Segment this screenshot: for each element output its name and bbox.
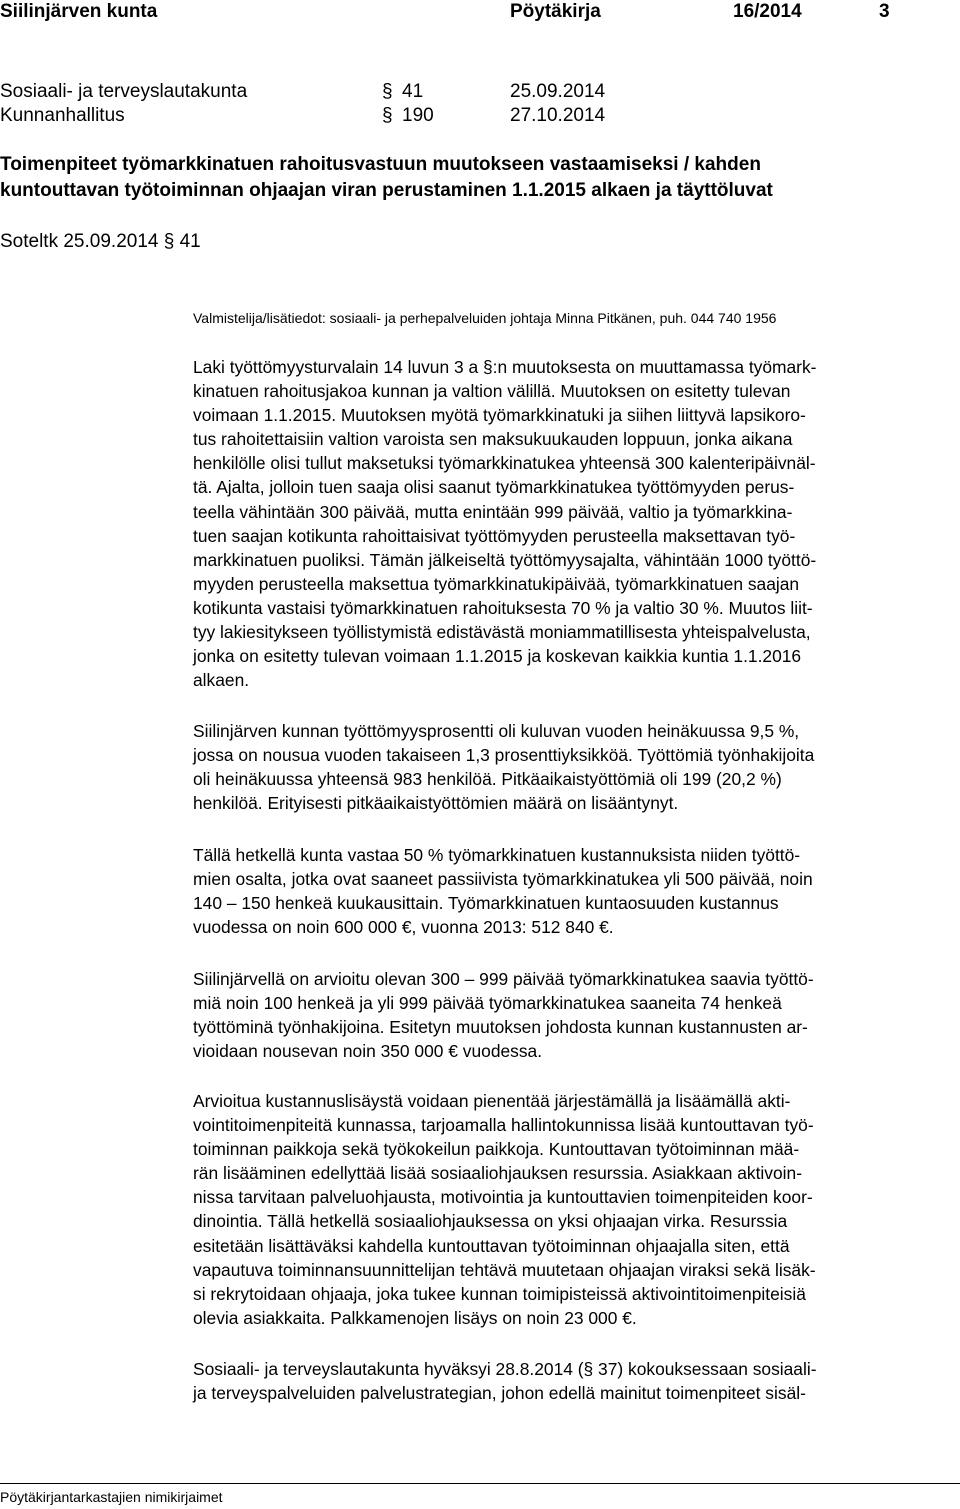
paragraph-line: olevia asiakkaita. Palkkamenojen lisäys on noin 23 000 €. [193,1307,637,1328]
body-paragraph [193,843,960,939]
paragraph-line: Tällä hetkellä kunta vastaa 50 % työmarkkinatuen kustannuksista niiden työttö- [193,845,801,865]
meta-date: 27.10.2014 [510,105,606,126]
reference-section: 41 [179,231,201,252]
paragraph-line: teella vähintään 300 päivää, mutta enintään 999 päivää, valtio ja työmarkkina- [193,501,793,522]
paragraph-line: mien osalta, jotka ovat saaneet passiivista työmarkkinatukea yli 500 päivää, noin [193,869,813,890]
paragraph-line: esitetään lisättäväksi kahdella kuntouttavan työtoiminnan ohjaajalla siten, että [193,1235,790,1256]
paragraph-line: rän lisääminen edellyttää lisää sosiaaliohjauksen resurssia. Asiakkaan aktivoin- [193,1163,802,1184]
paragraph-line: kotikunta vastaisi työmarkkinatuen rahoituksesta 70 % ja valtio 30 %. Muutos liit- [193,597,813,618]
paragraph-line: vointitoimenpiteitä kunnassa, tarjoamalla hallintokunnissa lisää kuntouttavan työ- [193,1115,814,1136]
meta-date: 25.09.2014 [510,81,606,102]
preparer-info: Valmistelija/lisätiedot: sosiaali- ja perhepalveluiden johtaja Minna Pitkänen, puh. 044 740 1956 [193,310,777,326]
body-paragraph [193,1089,960,1330]
paragraph-line: Siilinjärven kunnan työttömyysprosentti oli kuluvan vuoden heinäkuussa 9,5 %, [193,721,800,741]
paragraph-line: nissa tarvitaan palveluohjausta, motivointia ja kuntouttavien toimenpiteiden koor- [193,1187,813,1208]
body-paragraph [193,967,960,1063]
paragraph-line: tä. Ajalta, jolloin tuen saaja olisi saanut työmarkkinatukea työttömyyden perus- [193,477,795,498]
meta-body: Sosiaali- ja terveyslautakunta [0,81,248,102]
paragraph-line: vioidaan nousevan noin 350 000 € vuodessa. [193,1041,543,1062]
paragraph-line: jonka on esitetty tulevan voimaan 1.1.2015 ja koskevan kaikkia kuntia 1.1.2016 [193,646,802,667]
paragraph-line: voimaan 1.1.2015. Muutoksen myötä työmarkkinatuki ja siihen liittyvä lapsikoro- [193,405,806,426]
paragraph-line: alkaen. [193,670,250,691]
paragraph-line: ja terveyspalveluiden palvelustrategian, johon edellä mainitut toimenpiteet sisäl- [193,1383,806,1404]
meta-section: 41 [402,81,424,102]
paragraph-line: henkilölle olisi tullut maksetuksi työmarkkinatukea yhteensä 300 kalenteripäivnäl- [193,453,816,474]
paragraph-line: tyy lakiesitykseen työllistymistä edistävästä moniammatillisesta yhteispalvelusta, [193,622,811,643]
paragraph-line: toiminnan paikkoja sekä työkokeilun paikkoja. Kuntouttavan työtoiminnan mää- [193,1139,800,1160]
paragraph-line: Laki työttömyysturvalain 14 luvun 3 a §:n muutoksesta on muuttamassa työmark- [193,357,817,377]
paragraph-line: vuodessa on noin 600 000 €, vuonna 2013: 512 840 €. [193,917,614,938]
paragraph-line: myyden perusteella maksettua työmarkkinatukipäivää, työmarkkinatuen saajan [193,573,800,594]
paragraph-line: oli heinäkuussa yhteensä 983 henkilöä. Pitkäaikaistyöttömiä oli 199 (20,2 %) [193,769,782,790]
protocol-number: 16/2014 [733,1,802,22]
paragraph-line: henkilöä. Erityisesti pitkäaikaistyöttömien määrä on lisääntynyt. [193,793,679,814]
paragraph-line: miä noin 100 henkeä ja yli 999 päivää työmarkkinatukea saaneita 74 henkeä [193,993,782,1014]
footer-divider [0,1483,960,1484]
paragraph-line: kinatuen rahoitusjakoa kunnan ja valtion välillä. Muutoksen on esitetty tulevan [193,381,791,402]
paragraph-line: 140 – 150 henkeä kuukausittain. Työmarkkinatuen kuntaosuuden kustannus [193,893,779,914]
body-paragraph [193,719,960,815]
body-paragraph [193,355,960,692]
paragraph-line: vapautuva toiminnansuunnittelijan tehtävä muutetaan ohjaajan viraksi sekä lisäk- [193,1259,816,1280]
meta-section: 190 [402,105,434,126]
page-number: 3 [879,1,890,22]
section-symbol: § [163,231,175,252]
paragraph-line: si rekrytoidaan ohjaaja, joka tukee kunnan toimipisteissä aktivointitoimenpiteisiä [193,1283,806,1304]
paragraph-line: Arvioitua kustannuslisäystä voidaan pienentää järjestämällä ja lisäämällä akti- [193,1091,791,1111]
document-title-line: Toimenpiteet työmarkkinatuen rahoitusvastuun muutokseen vastaamiseksi / kahden [0,154,761,175]
paragraph-line: jossa on nousua vuoden takaiseen 1,3 prosenttiyksikköä. Työttömiä työnhakijoita [193,745,815,766]
reference [0,230,201,254]
footer-text: Pöytäkirjantarkastajien nimikirjaimet [0,1489,223,1505]
document-title-line: kuntouttavan työtoiminnan ohjaajan viran perustaminen 1.1.2015 alkaen ja täyttöluvat [0,180,773,201]
document-type: Pöytäkirja [510,1,601,22]
paragraph-line: työttöminä työnhakijoina. Esitetyn muutoksen johdosta kunnan kustannusten ar- [193,1017,808,1038]
paragraph-line: markkinatuen puoliksi. Tämän jälkeiseltä työttömyysajalta, vähintään 1000 työttö- [193,549,817,570]
paragraph-line: tus rahoitettaisiin valtion varoista sen maksukuukauden loppuun, jonka aikana [193,429,793,450]
paragraph-line: Sosiaali- ja terveyslautakunta hyväksyi 28.8.2014 (§ 37) kokouksessaan sosiaali- [193,1359,817,1379]
section-symbol: § [382,105,393,126]
paragraph-line: tuen saajan kotikunta rahoittaisivat työttömyyden perusteella maksettavan työ- [193,525,796,546]
body-paragraph [193,1357,960,1405]
paragraph-line: Siilinjärvellä on arvioitu olevan 300 – 999 päivää työmarkkinatukea saavia työttö- [193,969,814,989]
municipality-name: Siilinjärven kunta [0,1,158,22]
paragraph-line: dinointia. Tällä hetkellä sosiaaliohjauksessa on yksi ohjaajan virka. Resurssia [193,1211,788,1232]
section-symbol: § [382,81,393,102]
meta-body: Kunnanhallitus [0,105,125,126]
reference-prefix: Soteltk 25.09.2014 [0,231,159,252]
